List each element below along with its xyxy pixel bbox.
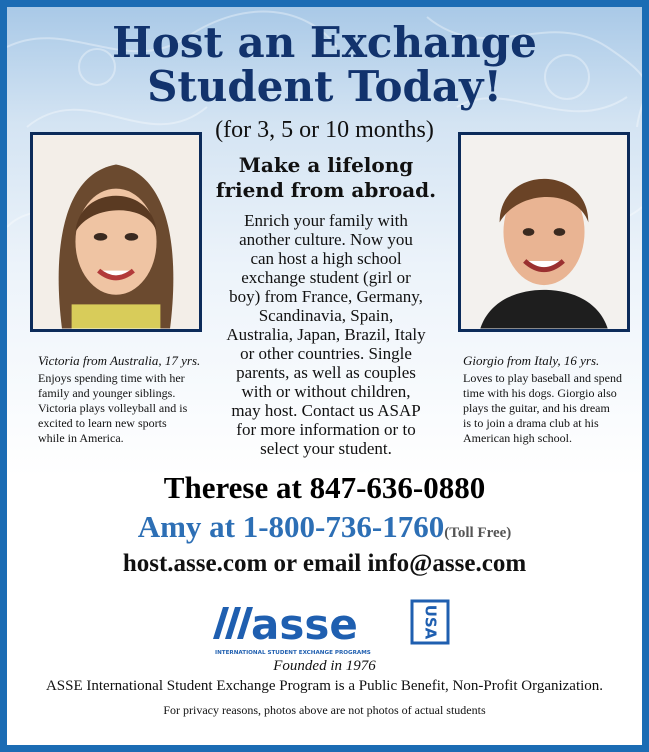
privacy-note: For privacy reasons, photos above are not photos of actual students — [163, 703, 486, 717]
body-line: may host. Contact us ASAP — [231, 401, 421, 420]
bio-line: American high school. — [463, 431, 572, 445]
bio-line: is to join a drama club at his — [463, 416, 599, 430]
bio-line: Enjoys spending time with her — [38, 371, 185, 385]
student-bio-right — [463, 371, 635, 446]
body-line: with or without children, — [241, 382, 411, 401]
body-copy — [213, 211, 439, 458]
bio-line: Victoria plays volleyball and is — [38, 401, 188, 415]
amy-phone-line — [7, 509, 642, 545]
body-line: Scandinavia, Spain, — [258, 306, 394, 325]
body-line: boy) from France, Germany, — [229, 287, 423, 306]
nonprofit-statement: ASSE International Student Exchange Program is a Public Benefit, Non-Profit Organization. — [45, 678, 604, 694]
body-line: another culture. Now you — [239, 230, 413, 249]
website-email: host.asse.com or email info@asse.com — [122, 550, 527, 577]
bio-line: Loves to play baseball and spend — [463, 371, 622, 385]
student-name-right: Giorgio from Italy, 16 yrs. — [463, 353, 600, 368]
logo-tagline: INTERNATIONAL STUDENT EXCHANGE PROGRAMS — [215, 650, 371, 656]
body-line: Australia, Japan, Brazil, Italy — [226, 325, 426, 344]
bio-line: while in America. — [38, 431, 124, 445]
amy-phone: Amy at 1-800-736-1760 — [137, 509, 445, 544]
body-line: select your student. — [260, 439, 392, 458]
body-line: Enrich your family with — [244, 211, 408, 230]
page-title — [7, 18, 642, 111]
title-line-2: Student Today! — [147, 62, 502, 111]
body-line: can host a high school — [250, 249, 402, 268]
lifelong-heading — [213, 153, 439, 203]
title-line-1: Host an Exchange — [112, 18, 537, 67]
logo-usa-text: USA — [421, 604, 440, 640]
student-bio-left — [38, 371, 210, 446]
body-line: exchange student (girl or — [241, 268, 411, 287]
bio-line: excited to learn new sports — [38, 416, 167, 430]
lifelong-line-1: Make a lifelong — [238, 153, 414, 177]
asse-logo — [207, 597, 452, 659]
founded-year: Founded in 1976 — [273, 658, 376, 674]
therese-phone: Therese at 847-636-0880 — [163, 470, 486, 505]
bio-line: family and younger siblings. — [38, 386, 176, 400]
duration-subtitle: (for 3, 5 or 10 months) — [215, 117, 434, 143]
body-line: for more information or to — [236, 420, 416, 439]
logo-wordmark: asse — [251, 600, 358, 649]
student-name-left: Victoria from Australia, 17 yrs. — [38, 353, 201, 368]
student-photo-right — [458, 132, 630, 332]
body-line: parents, as well as couples — [236, 363, 416, 382]
bio-line: plays the guitar, and his dream — [463, 401, 610, 415]
student-photo-left — [30, 132, 202, 332]
center-copy — [213, 153, 439, 458]
toll-free-label: (Toll Free) — [444, 525, 512, 541]
body-line: or other countries. Single — [240, 344, 412, 363]
bio-line: time with his dogs. Giorgio also — [463, 386, 617, 400]
lifelong-line-2: friend from abroad. — [215, 178, 437, 202]
